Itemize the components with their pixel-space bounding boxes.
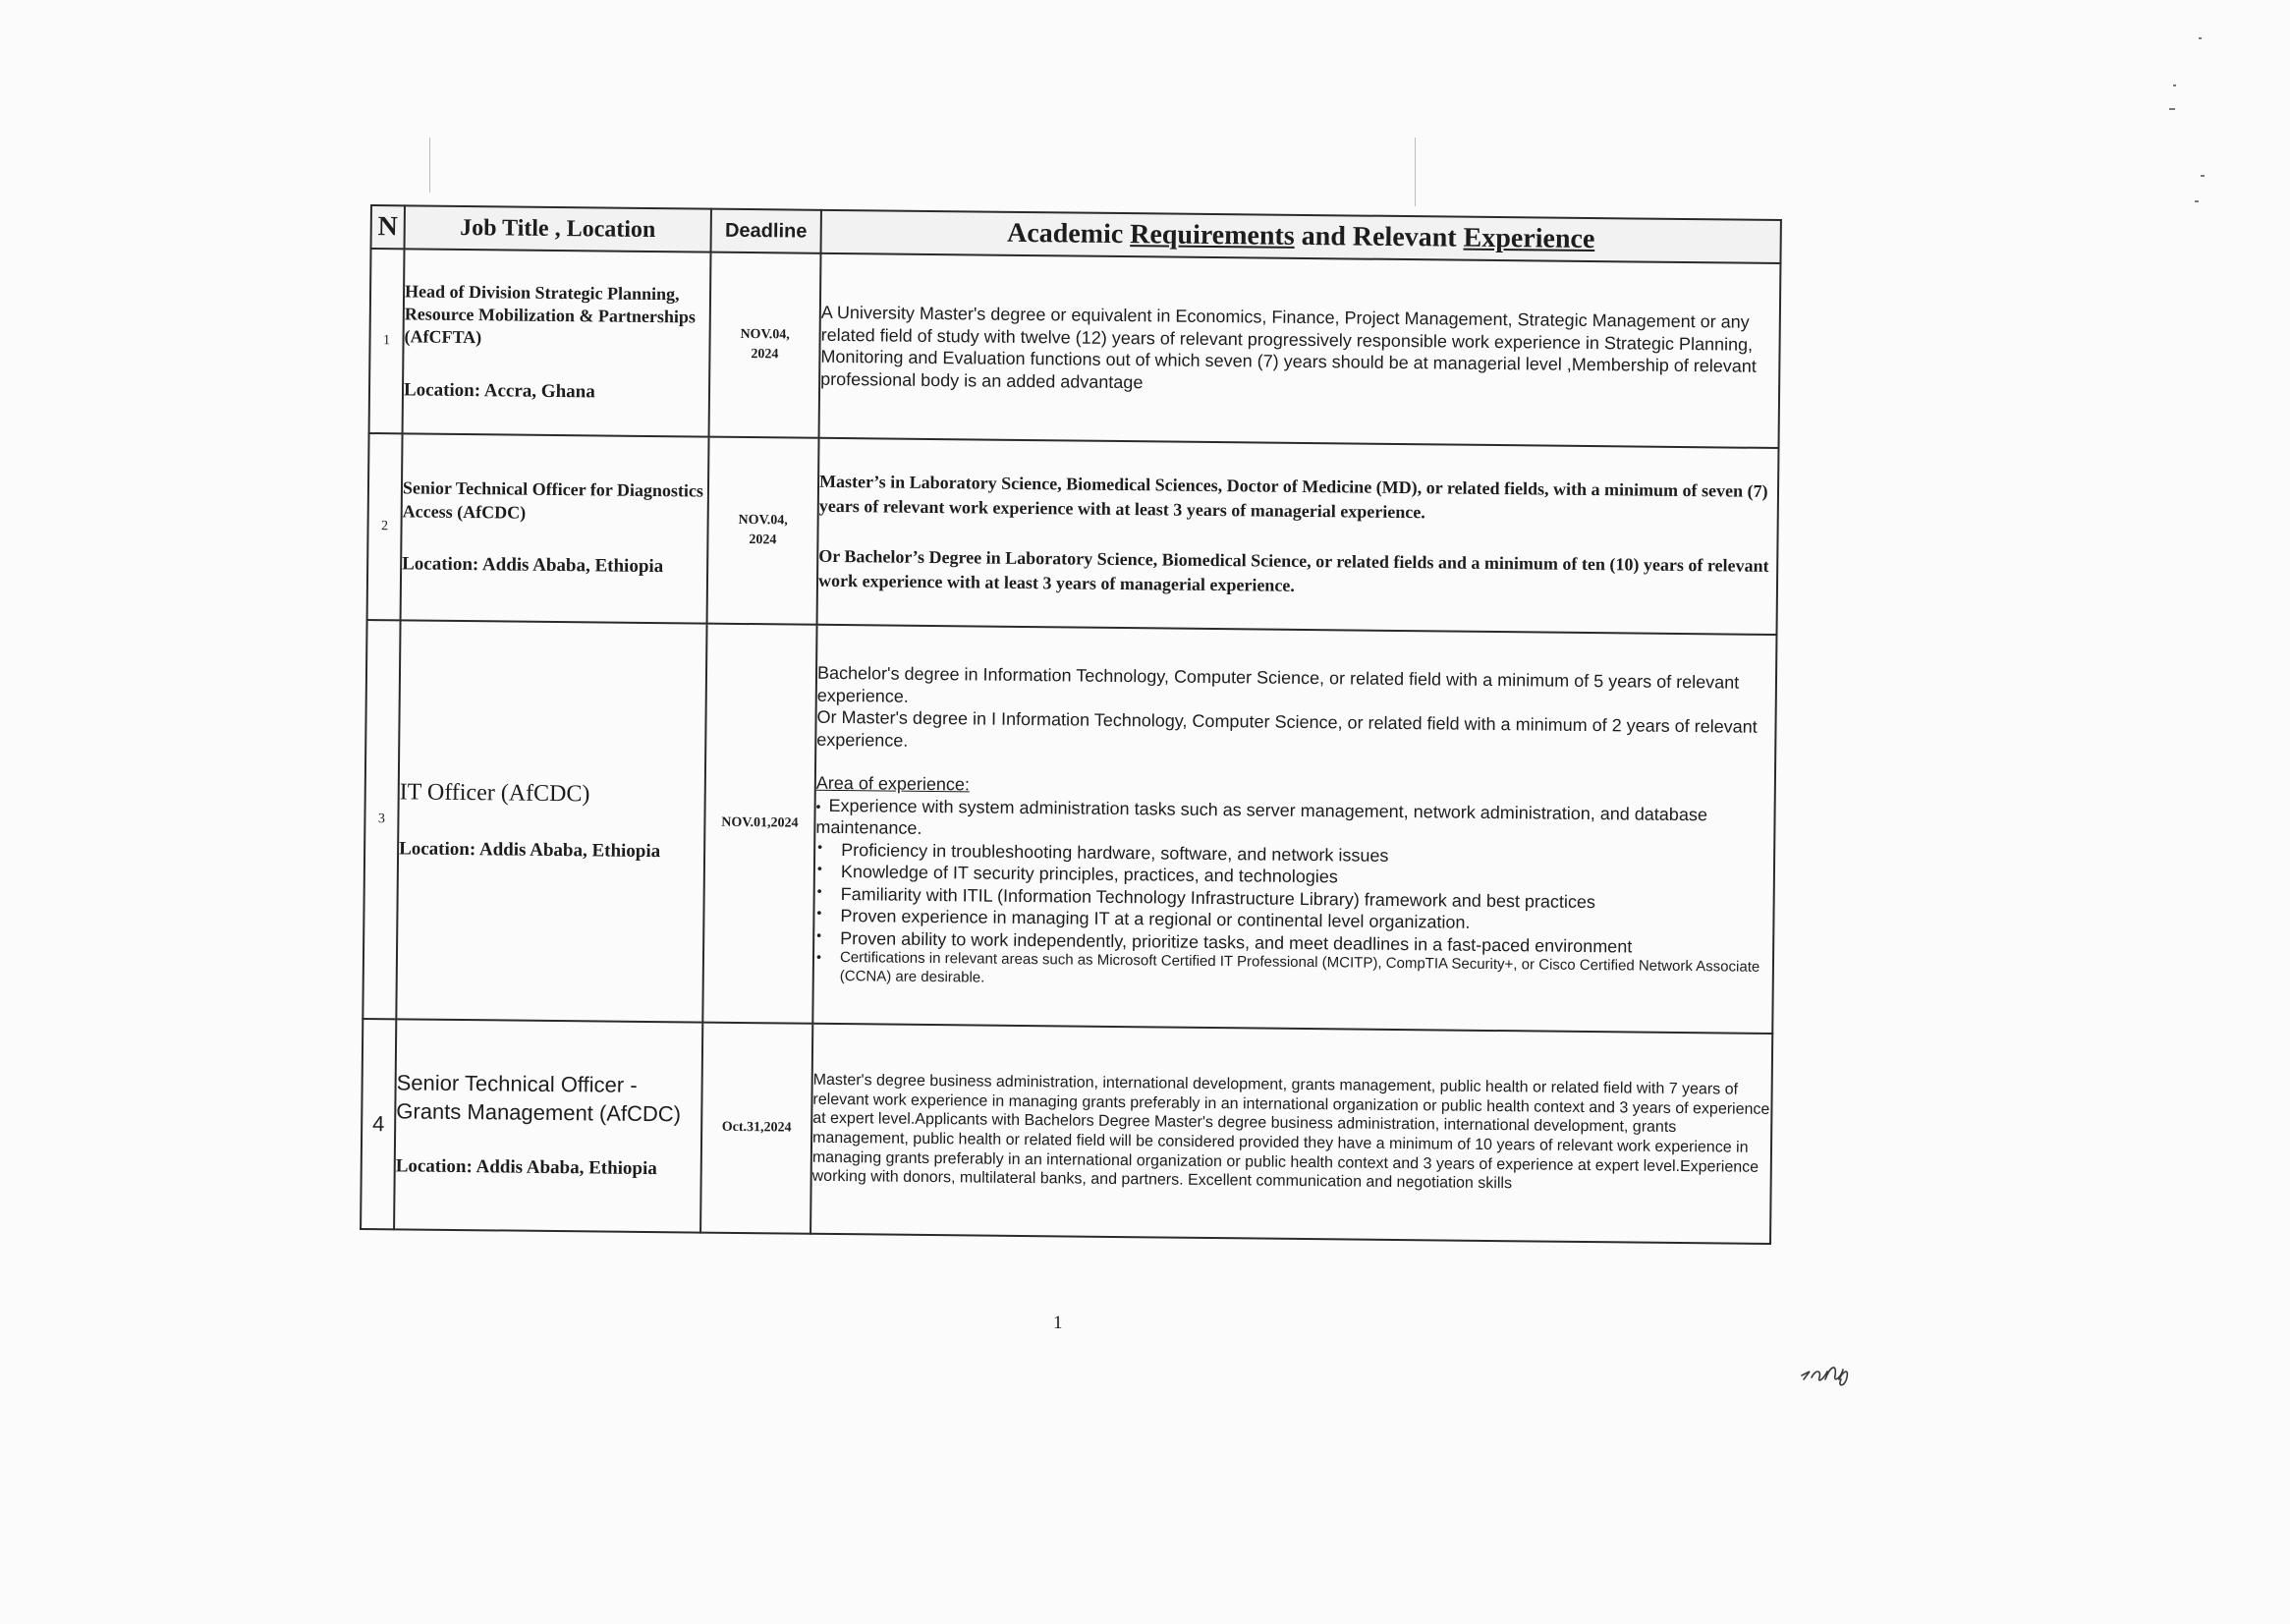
row-number: 1 [369, 249, 405, 433]
job-listings-table [360, 204, 1782, 1245]
list-item-text: Experience with system administration tasks such as server management, network administration, and database maintenance. [815, 795, 1708, 839]
job-location: Location: Addis Ababa, Ethiopia [395, 1155, 657, 1180]
list-item: • Familiarity with ITIL (Information Technology Infrastructure Library) framework and best practices [815, 883, 1773, 916]
area-of-experience-heading: Area of experience: [815, 773, 971, 795]
requirements-masters: Master’s in Laboratory Science, Biomedical Sciences, Doctor of Medicine (MD), or related fields, with a minimum of seven (7) years of relevant work experience with at least 3 years of managerial experience. [818, 471, 1768, 523]
list-item: • Knowledge of IT security principles, practices, and technologies [815, 861, 1773, 893]
deadline-year: 2024 [749, 532, 777, 548]
list-item: • Proven ability to work independently, prioritize tasks, and meet deadlines in a fast-paced environment [814, 927, 1772, 960]
requirements-cell [819, 253, 1781, 448]
requirements-text: Master's degree business administration, international development, grants management, public health or related field with 7 years of relevant work experience in managing grants preferably in an international organization or public health context and 3 years of experience at expert level.Applicants with Bachelors Degree Master's degree business administration, international development, grants management, public health or related field will be considered provided they have a minimum of 10 years of relevant work experience in managing grants preferably in an international organization or public health context and 3 years of experience at expert level.Experience working with donors, multilateral banks, and partners. Excellent communication and negotiation skills [811, 1072, 1770, 1193]
requirements-bachelors: Or Bachelor’s Degree in Laboratory Science, Biomedical Science, or related fields and a minimum of ten (10) years of relevant work experience with at least 3 years of managerial experience. [817, 545, 1769, 596]
requirements-cell [810, 1024, 1772, 1244]
table-row [361, 1019, 1772, 1244]
deadline-cell [709, 252, 821, 438]
row-number: 2 [367, 433, 403, 620]
table-row [369, 249, 1781, 448]
deadline-date: NOV.01,2024 [721, 814, 799, 831]
requirements-cell [817, 438, 1779, 635]
job-title-cell [401, 433, 709, 623]
header-number: N [371, 205, 405, 249]
list-item: • Proven experience in managing IT at a regional or continental level organization. [814, 905, 1772, 937]
job-title-cell [394, 1019, 702, 1232]
job-title: Head of Division Strategic Planning, Resource Mobilization & Partnerships (AfCFTA) [404, 280, 697, 348]
scan-speck [2169, 108, 2175, 110]
scan-speck [2195, 200, 2199, 202]
requirements-bachelors: Bachelor's degree in Information Technology, Computer Science, or related field with a minimum of 5 years of relevant experience. [816, 663, 1740, 706]
deadline-date: NOV.04, [740, 327, 790, 343]
header-job-title: Job Title , Location [405, 205, 711, 252]
list-item: • Certifications in relevant areas such as Microsoft Certified IT Professional (MCITP), CompTIA Security+, or Cisco Certified Network Associate (CCNA) are desirable. [814, 949, 1772, 996]
scan-speck [2201, 175, 2205, 177]
deadline-cell [702, 624, 816, 1024]
experience-list [814, 795, 1774, 996]
job-title-cell [396, 620, 706, 1022]
deadline-cell [707, 437, 819, 625]
scan-fold-line [429, 138, 430, 193]
header-requirements-prefix: Academic [1006, 217, 1131, 251]
requirements-masters: Or Master's degree in I Information Technology, Computer Science, or related field with a minimum of 2 years of relevant experience. [816, 707, 1758, 751]
job-title: Senior Technical Officer - Grants Management (AfCDC) [396, 1070, 682, 1127]
deadline-year: 2024 [751, 347, 779, 363]
row-number: 4 [361, 1019, 396, 1229]
handwritten-initials-icon [1798, 1350, 1861, 1389]
job-location: Location: Addis Ababa, Ethiopia [402, 553, 664, 578]
table-row [363, 620, 1776, 1034]
job-title-cell [403, 249, 711, 436]
job-location: Location: Addis Ababa, Ethiopia [399, 838, 661, 863]
scan-speck [2199, 37, 2202, 39]
table-row [367, 433, 1779, 635]
list-item: • Proficiency in troubleshooting hardware, software, and network issues [815, 839, 1773, 871]
header-requirements-mid: and Relevant [1294, 220, 1464, 253]
header-deadline: Deadline [711, 209, 821, 253]
requirements-text: A University Master's degree or equivalent in Economics, Finance, Project Management, Strategic Management or any related field of study with twelve (12) years of relevant progressively responsible work experience in Strategic Planning, Monitoring and Evaluation functions out of which seven (7) years should be at managerial level ,Membership of relevant professional body is an added advantage [820, 302, 1757, 392]
job-location: Location: Accra, Ghana [403, 379, 595, 403]
deadline-date: NOV.04, [738, 513, 788, 529]
page-number: 1 [1053, 1313, 1063, 1333]
scan-speck [2173, 84, 2176, 86]
row-number: 3 [363, 620, 400, 1019]
header-experience-underlined: Experience [1463, 222, 1595, 255]
deadline-date: Oct.31,2024 [721, 1120, 792, 1136]
scan-fold-line [1415, 138, 1416, 206]
deadline-cell [700, 1023, 812, 1234]
header-requirements-underlined: Requirements [1130, 219, 1295, 252]
requirements-cell [812, 625, 1776, 1034]
bullet-icon: • [815, 798, 821, 814]
job-title: IT Officer (AfCDC) [399, 779, 590, 808]
job-title: Senior Technical Officer for Diagnostics Access (AfCDC) [402, 477, 704, 523]
